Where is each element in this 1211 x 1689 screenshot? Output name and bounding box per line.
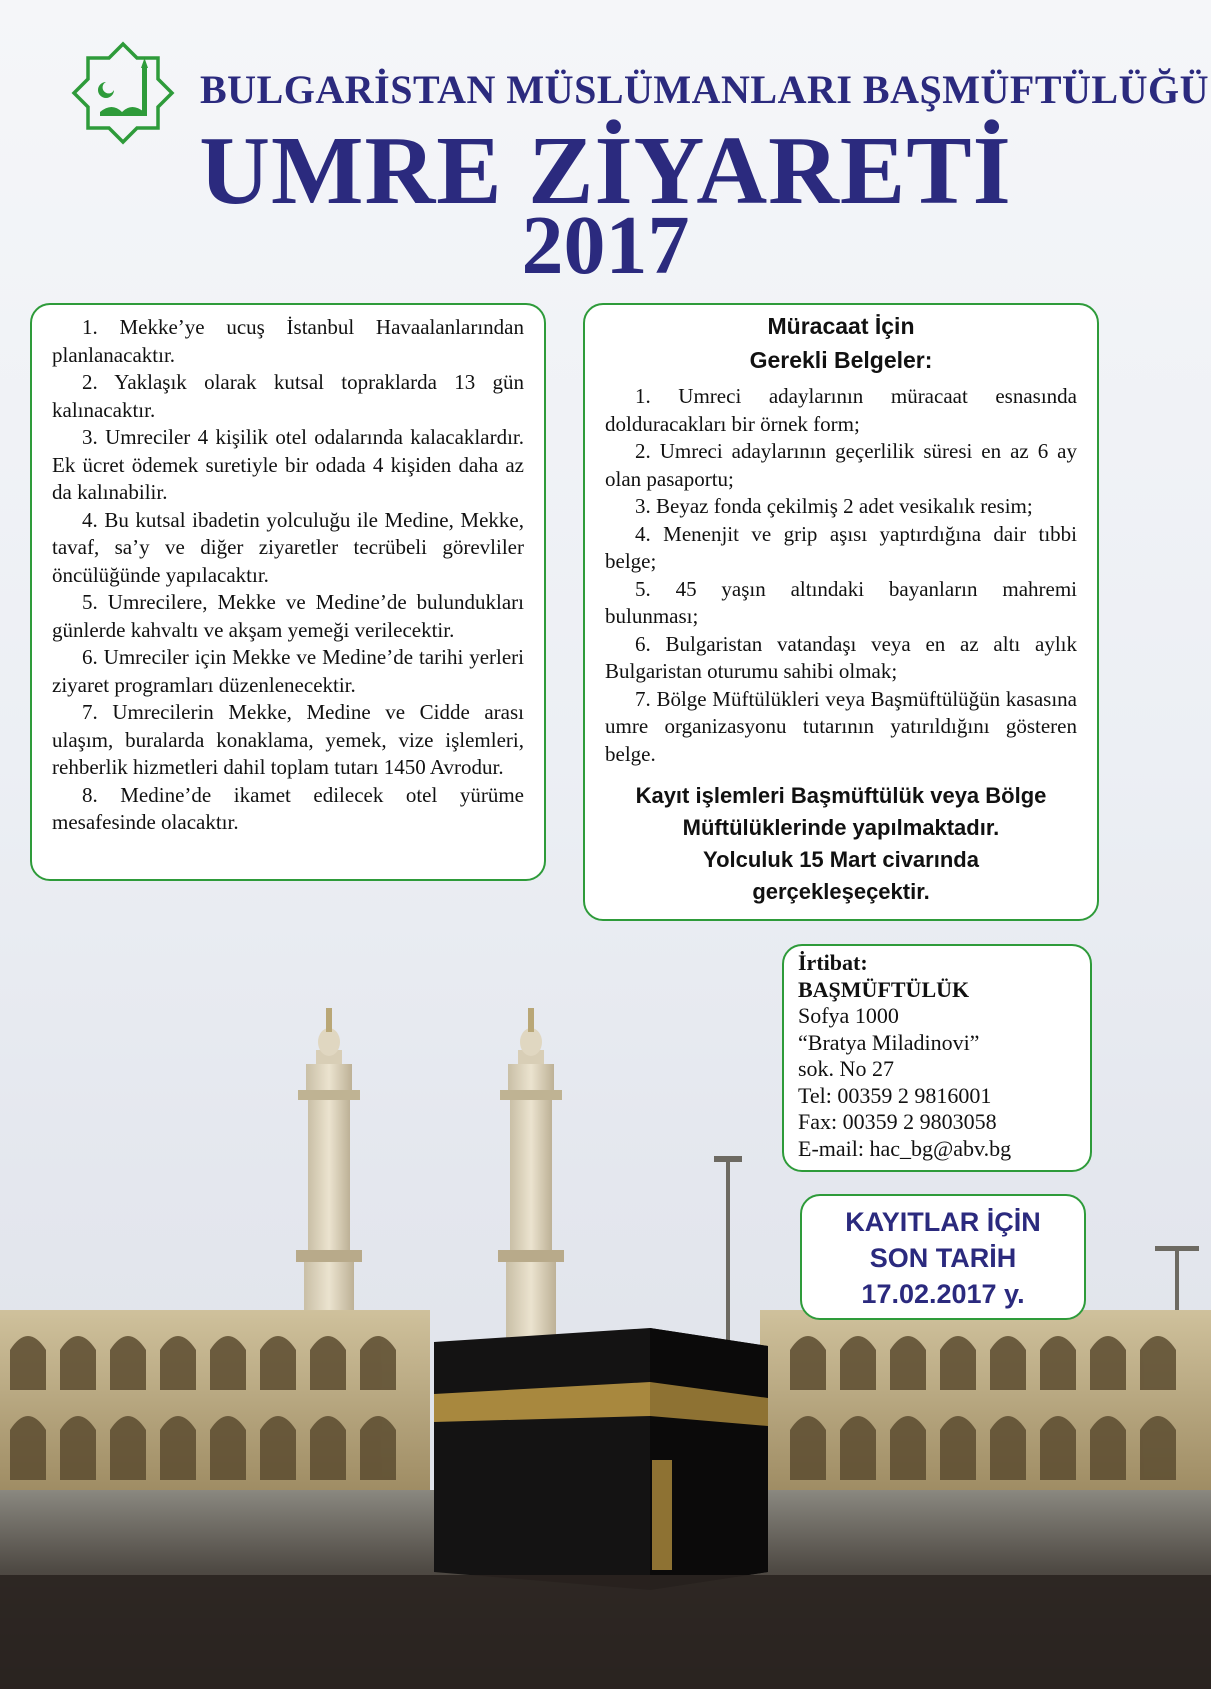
trip-info-item: 7. Umrecilerin Mekke, Medine ve Cidde arası ulaşım, buralarda konaklama, yemek, vize işlemleri, rehberlik hizmetleri dahil toplam tutarı 1450 Avrodur. [52, 700, 524, 779]
trip-info-item: 8. Medine’de ikamet edilecek otel yürüme mesafesinde olacaktır. [52, 782, 524, 834]
trip-info-item: 4. Bu kutsal ibadetin yolculuğu ile Medine, Mekke, tavaf, sa’y ve diğer ziyaretler tecrübeli görevliler öncülüğünde yapılacaktır. [52, 507, 524, 587]
documents-heading [605, 309, 1077, 377]
deadline-date: 17.02.2017 y. [861, 1279, 1025, 1309]
right-minaret [498, 1008, 564, 1382]
contact-number: sok. No 27 [798, 1056, 894, 1081]
document-item: 3. Beyaz fonda çekilmiş 2 adet vesikalık resim; [635, 494, 1033, 518]
document-item: 7. Bölge Müftülükleri veya Başmüftülüğün kasasına umre organizasyonu tutarının yatırıldığını gösteren belge. [605, 686, 1077, 766]
trip-info-box [30, 303, 546, 881]
contact-name: BAŞMÜFTÜLÜK [798, 976, 970, 1002]
registration-note-line: Müftülüklerinde yapılmaktadır. [682, 815, 1000, 840]
contact-tel: Tel: 00359 2 9816001 [798, 1082, 992, 1108]
trip-info-item: 1. Mekke’ye ucuş İstanbul Havaalanlarından planlanacaktır. [52, 315, 524, 367]
contact-box [782, 944, 1092, 1172]
trip-info-item: 5. Umrecilere, Mekke ve Medine’de bulundukları günlerde kahvaltı ve akşam yemeği verilecektir. [52, 590, 524, 642]
document-item: 5. 45 yaşın altındaki bayanların mahremi bulunması; [605, 576, 1077, 628]
document-item: 6. Bulgaristan vatandaşı veya en az altı aylık Bulgaristan oturumu sahibi olmak; [605, 631, 1077, 683]
contact-fax: Fax: 00359 2 9803058 [798, 1109, 997, 1134]
documents-heading-line: Gerekli Belgeler: [749, 347, 933, 373]
registration-note [605, 780, 1077, 908]
registration-note-line: Kayıt işlemleri Başmüftülük veya Bölge [635, 783, 1047, 808]
document-item: 4. Menenjit ve grip aşısı yaptırdığına dair tıbbi belge; [605, 521, 1077, 573]
contact-label: İrtibat: [798, 950, 868, 975]
required-documents-box [583, 303, 1099, 921]
deadline-line: SON TARİH [869, 1243, 1017, 1273]
contact-email[interactable]: E-mail: hac_bg@abv.bg [798, 1135, 1012, 1161]
contact-street: “Bratya Miladinovi” [798, 1029, 980, 1055]
documents-heading-line: Müracaat İçin [767, 313, 915, 339]
registration-note-line: gerçekleşeçektir. [752, 879, 930, 904]
document-item: 2. Umreci adaylarının geçerlilik süresi en az 6 ay olan pasaportu; [605, 439, 1077, 491]
page-title: UMRE ZİYARETİ [199, 117, 1012, 225]
trip-info-item: 3. Umreciler 4 kişilik otel odalarında kalacaklardır. Ek ücret ödemek suretiyle bir odada 4 kişiden daha az da kalınabilir. [52, 425, 524, 504]
registration-note-line: Yolculuk 15 Mart civarında [703, 847, 979, 872]
kaaba [434, 1328, 768, 1590]
deadline-box [800, 1194, 1086, 1320]
trip-info-item: 2. Yaklaşık olarak kutsal topraklarda 13 gün kalınacaktır. [52, 370, 524, 422]
deadline-line: KAYITLAR İÇİN [845, 1207, 1041, 1237]
organization-name: BULGARİSTAN MÜSLÜMANLARI BAŞMÜFTÜLÜĞÜ [200, 67, 1209, 112]
document-item: 1. Umreci adaylarının müracaat esnasında dolduracakları bir örnek form; [605, 384, 1077, 436]
contact-city: Sofya 1000 [798, 1003, 899, 1028]
trip-info-item: 6. Umreciler için Mekke ve Medine’de tarihi yerleri ziyaret programları düzenlenecektir. [52, 645, 524, 697]
page-year: 2017 [521, 199, 690, 292]
